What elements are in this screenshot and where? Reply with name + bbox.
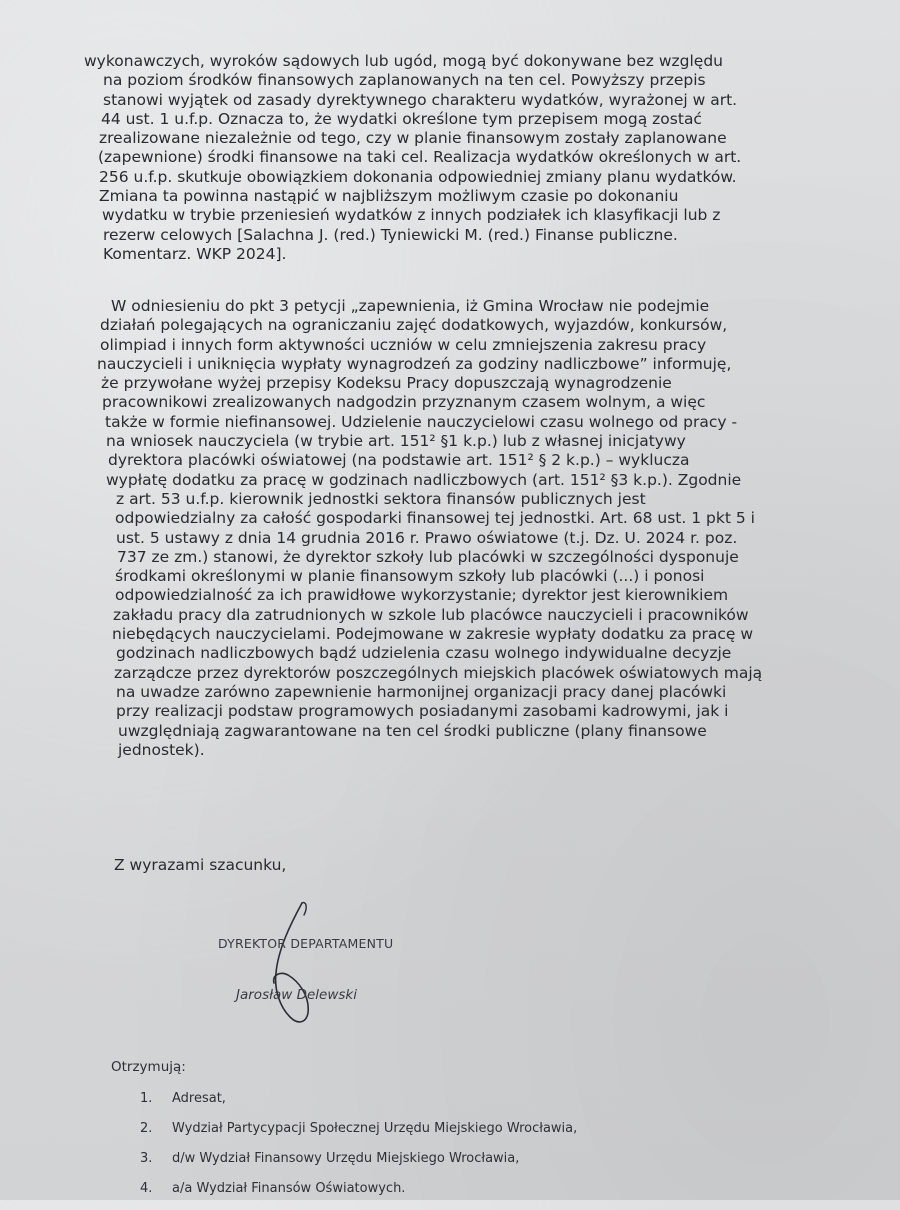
paragraph-legal-commentary: [84, 52, 784, 264]
text-line: także w formie niefinansowej. Udzielenie nauczycielowi czasu wolnego od pracy -: [105, 412, 738, 431]
text-line: godzinach nadliczbowych bądź udzielenia czasu wolnego indywidualne decyzje: [116, 644, 732, 663]
text-line: (zapewnione) środki finansowe na taki cel. Realizacja wydatków określonych w art.: [98, 148, 742, 167]
text-line: działań polegających na ograniczaniu zajęć dodatkowych, wyjazdów, konkursów,: [100, 316, 728, 335]
recipients-label: Otrzymują:: [111, 1059, 186, 1075]
recipient-text: d/w Wydział Finansowy Urzędu Miejskiego Wrocławia,: [172, 1151, 520, 1166]
paragraph-petition-response: [84, 297, 784, 760]
text-line: 256 u.f.p. skutkuje obowiązkiem dokonania odpowiedniej zmiany planu wydatków.: [99, 167, 737, 186]
text-line: jednostek).: [118, 740, 205, 759]
text-line: zarządcze przez dyrektorów poszczególnych miejskich placówek oświatowych mają: [114, 663, 763, 682]
text-line: pracownikowi zrealizowanych nadgodzin przyznanym czasem wolnym, a więc: [102, 393, 706, 412]
text-line: że przywołane wyżej przepisy Kodeksu Pracy dopuszczają wynagrodzenie: [101, 374, 672, 393]
text-line: dyrektora placówki oświatowej (na podstawie art. 151² § 2 k.p.) – wyklucza: [108, 451, 690, 470]
recipient-number: 1.: [140, 1091, 153, 1106]
text-line: stanowi wyjątek od zasady dyrektywnego charakteru wydatków, wyrażonej w art.: [103, 90, 738, 109]
text-line: Komentarz. WKP 2024].: [103, 244, 287, 263]
text-line: zakładu pracy dla zatrudnionych w szkole lub placówce nauczycieli i pracowników: [113, 605, 749, 624]
text-line: ust. 5 ustawy z dnia 14 grudnia 2016 r. Prawo oświatowe (t.j. Dz. U. 2024 r. poz.: [116, 528, 738, 547]
text-line: Zmiana ta powinna nastąpić w najbliższym możliwym czasie po dokonaniu: [99, 187, 679, 206]
text-line: z art. 53 u.f.p. kierownik jednostki sektora finansów publicznych jest: [116, 489, 646, 508]
text-line: 737 ze zm.) stanowi, że dyrektor szkoły lub placówki w szczególności dysponuje: [117, 547, 739, 566]
closing-salutation: Z wyrazami szacunku,: [114, 856, 287, 874]
text-line: rezerw celowych [Salachna J. (red.) Tyniewicki M. (red.) Finanse publiczne.: [103, 225, 678, 244]
signatory-name: Jarosław Delewski: [236, 987, 357, 1003]
text-line: wykonawczych, wyroków sądowych lub ugód, mogą być dokonywane bez względu: [84, 52, 724, 70]
recipient-number: 4.: [140, 1181, 153, 1196]
recipient-number: 2.: [140, 1121, 153, 1136]
text-line: wydatku w trybie przeniesień wydatków z innych podziałek ich klasyfikacji lub z: [102, 206, 721, 225]
text-line: niebędących nauczycielami. Podejmowane w zakresie wypłaty dodatku za pracę w: [112, 625, 754, 644]
text-line: przy realizacji podstaw programowych posiadanymi zasobami kadrowymi, jak i: [116, 702, 729, 721]
recipient-text: Wydział Partycypacji Społecznej Urzędu Miejskiego Wrocławia,: [172, 1121, 578, 1136]
text-line: 44 ust. 1 u.f.p. Oznacza to, że wydatki określone tym przepisem mogą zostać: [101, 109, 702, 128]
text-line: na wniosek nauczyciela (w trybie art. 151² §1 k.p.) lub z własnej inicjatywy: [106, 432, 686, 451]
text-line: zrealizowane niezależnie od tego, czy w planie finansowym zostały zaplanowane: [99, 129, 727, 148]
text-line: odpowiedzialność za ich prawidłowe wykorzystanie; dyrektor jest kierownikiem: [115, 586, 729, 605]
recipient-item: [140, 1090, 577, 1120]
recipient-item: [140, 1180, 577, 1210]
recipient-number: 3.: [140, 1151, 153, 1166]
recipients-list: [140, 1090, 577, 1210]
text-line: wypłatę dodatku za pracę w godzinach nadliczbowych (art. 151² §3 k.p.). Zgodnie: [106, 470, 742, 489]
text-line: uwzględniają zagwarantowane na ten cel środki publiczne (plany finansowe: [118, 721, 707, 740]
text-line: na uwadze zarówno zapewnienie harmonijnej organizacji pracy danej placówki: [116, 682, 727, 701]
recipient-item: [140, 1150, 577, 1180]
text-line: odpowiedzialny za całość gospodarki finansowej tej jednostki. Art. 68 ust. 1 pkt 5 i: [115, 509, 755, 528]
text-line: nauczycieli i uniknięcia wypłaty wynagrodzeń za godziny nadliczbowe” informuję,: [97, 354, 732, 373]
signatory-title: DYREKTOR DEPARTAMENTU: [218, 936, 394, 951]
handwritten-signature: [250, 895, 340, 1035]
recipient-text: Adresat,: [172, 1091, 226, 1106]
text-line: na poziom środków finansowych zaplanowanych na ten cel. Powyższy przepis: [103, 71, 706, 90]
recipient-item: [140, 1120, 577, 1150]
text-line: olimpiad i innych form aktywności uczniów w celu zmniejszenia zakresu pracy: [100, 335, 707, 354]
recipient-text: a/a Wydział Finansów Oświatowych.: [172, 1181, 406, 1196]
text-line: środkami określonymi w planie finansowym szkoły lub placówki (...) i ponosi: [115, 567, 705, 586]
text-line: W odniesieniu do pkt 3 petycji „zapewnienia, iż Gmina Wrocław nie podejmie: [111, 297, 710, 315]
